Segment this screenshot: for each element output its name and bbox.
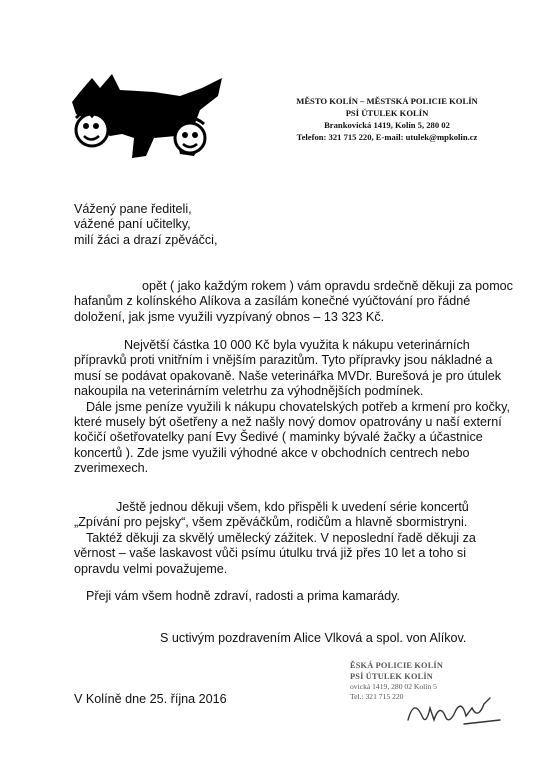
paragraph-text: S uctivým pozdravením Alice Vlková a spol. von Alíkov.: [160, 631, 467, 645]
paragraph-text: opět ( jako každým rokem ) vám opravdu srdečně děkuji za pomoc hafanům z kolínského Alíkova a zasílám konečné vyúčtování pro řádné doložení, jak jsme využili vyzpívaný obnos – 13 323 Kč.: [74, 279, 513, 324]
paragraph-text: Největší částka 10 000 Kč byla využita k nákupu veterinárních přípravků proti vnitřním i vnějším parazitům. Tyto přípravky jsou nákladné a musí se podávat opakovaně. Naše veterinářka MVDr. Burešová je pro útulek nakoupila na veterinárním veletrhu za výhodnějších podmínek.: [74, 338, 502, 399]
left-mascot-face: [76, 108, 108, 146]
letterhead-line-3: Brankovická 1419, Kolín 5, 280 02: [324, 120, 450, 130]
handwritten-signature: [404, 690, 504, 730]
paragraph-intro: [74, 279, 514, 325]
right-mascot-face: [175, 118, 205, 153]
letterhead-line-4: Telefon: 321 715 220, E-mail: utulek@mpkolin.cz: [296, 132, 478, 142]
stamp-line-3: ovická 1419, 280 02 Kolín 5: [350, 682, 437, 691]
stamp-line-1: ĚSKÁ POLICIE KOLÍN: [350, 661, 444, 670]
stamp-line-2: PSÍ ÚTULEK KOLÍN: [350, 672, 433, 681]
letterhead: [262, 95, 512, 143]
paragraph-thanks: [74, 500, 514, 577]
letter-date: V Kolíně dne 25. října 2016: [74, 692, 227, 706]
stamp-line-4: Tel.: 321 715 220: [350, 692, 404, 701]
shelter-logo: [62, 64, 230, 176]
paragraph-wishes: [74, 589, 514, 604]
paragraph-text: Ještě jednou děkuji všem, kdo přispěli k uvedení série koncertů „Zpívání pro pejsky“, všem zpěváčkům, rodičům a hlavně sbormistryni.: [74, 500, 469, 530]
salutation-line: milí žáci a drazí zpěváčci,: [74, 232, 218, 247]
salutation: [74, 202, 514, 248]
letterhead-line-1: MĚSTO KOLÍN – MĚSTSKÁ POLICIE KOLÍN: [296, 96, 478, 106]
paragraph-text: Dále jsme peníze využili k nákupu chovatelských potřeb a krmení pro kočky, které musely být ošetřeny a než našly nový domov opatrovány u naší externí kočičí ošetřovatelky paní Evy Šedivé ( maminky bývalé žačky a účastnice koncertů ). Zde jsme využili výhodné akce v obchodních centrech nebo zverimexech.: [74, 399, 510, 476]
paragraph-spending: [74, 338, 514, 477]
salutation-line: Vážený pane řediteli,: [74, 202, 192, 216]
salutation-line: vážené paní učitelky,: [74, 217, 191, 232]
closing-greeting: [74, 631, 514, 646]
letterhead-line-2: PSÍ ÚTULEK KOLÍN: [345, 108, 429, 118]
paragraph-text: Přeji vám všem hodně zdraví, radosti a prima kamarády.: [86, 589, 401, 603]
paragraph-text: Taktéž děkuji za skvělý umělecký zážitek. V neposlední řadě děkuji za věrnost – vaše laskavost vůči psímu útulku trvá již přes 10 let a toho si opravdu velmi považujeme.: [74, 530, 476, 576]
